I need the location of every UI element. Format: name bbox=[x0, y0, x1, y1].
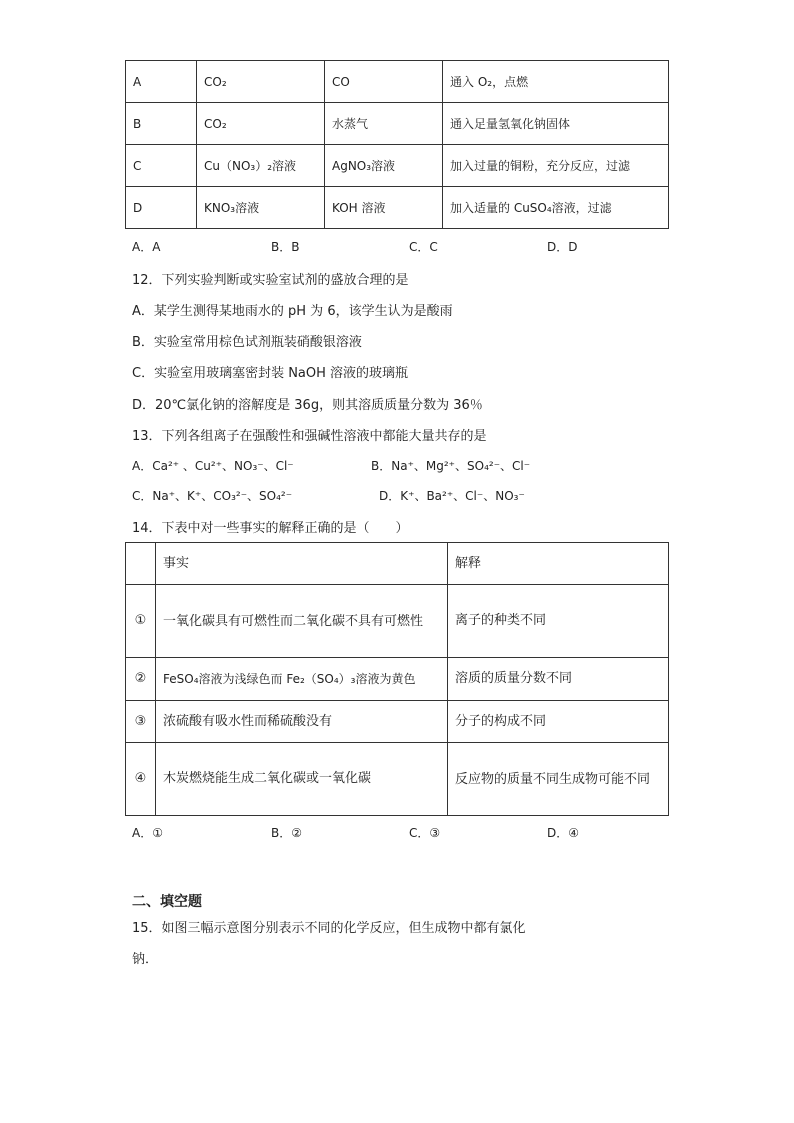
table-row bbox=[126, 187, 669, 229]
explain-cell: 溶质的质量分数不同 bbox=[448, 658, 669, 701]
q12-option-b: B．实验室常用棕色试剂瓶装硝酸银溶液 bbox=[132, 335, 362, 350]
q15-stem-line2: 钠． bbox=[132, 952, 159, 967]
table-row bbox=[126, 585, 669, 658]
q13-stem: 13．下列各组离子在强酸性和强碱性溶液中都能大量共存的是 bbox=[132, 429, 487, 444]
reagent-table bbox=[125, 60, 669, 229]
q13-option-d: D．K⁺、Ba²⁺、Cl⁻、NO₃⁻ bbox=[379, 489, 525, 503]
q12-stem: 12．下列实验判断或实验室试剂的盛放合理的是 bbox=[132, 273, 409, 288]
method-cell: 通入足量氢氧化钠固体 bbox=[443, 103, 669, 145]
q14-option-c: C．③ bbox=[409, 826, 441, 840]
row-label: C bbox=[126, 145, 197, 187]
impurity-cell: CO bbox=[325, 61, 443, 103]
q12-option-c: C．实验室用玻璃塞密封装 NaOH 溶液的玻璃瓶 bbox=[132, 366, 409, 381]
q13-option-b: B．Na⁺、Mg²⁺、SO₄²⁻、Cl⁻ bbox=[371, 459, 531, 473]
q12-option-d: D．20℃氯化钠的溶解度是 36g，则其溶质质量分数为 36％ bbox=[132, 398, 483, 413]
table-row bbox=[126, 103, 669, 145]
fact-explanation-table bbox=[125, 542, 669, 816]
explain-header: 解释 bbox=[448, 543, 669, 585]
q13-option-c: C．Na⁺、K⁺、CO₃²⁻、SO₄²⁻ bbox=[132, 489, 293, 503]
q11-option-b: B．B bbox=[271, 240, 300, 254]
impurity-cell: KOH 溶液 bbox=[325, 187, 443, 229]
q11-option-a: A．A bbox=[132, 240, 161, 254]
row-label: A bbox=[126, 61, 197, 103]
table-row bbox=[126, 701, 669, 743]
table-row bbox=[126, 743, 669, 816]
row-number: ③ bbox=[126, 701, 156, 743]
q11-option-d: D．D bbox=[547, 240, 578, 254]
q14-option-d: D．④ bbox=[547, 826, 579, 840]
fact-cell: 浓硫酸有吸水性而稀硫酸没有 bbox=[156, 701, 448, 743]
impurity-cell: 水蒸气 bbox=[325, 103, 443, 145]
method-cell: 加入适量的 CuSO₄溶液，过滤 bbox=[443, 187, 669, 229]
explain-cell: 反应物的质量不同生成物可能不同 bbox=[448, 743, 669, 816]
q13-option-a: A．Ca²⁺ 、Cu²⁺、NO₃⁻、Cl⁻ bbox=[132, 459, 294, 473]
q14-option-a: A．① bbox=[132, 826, 163, 840]
explain-cell: 离子的种类不同 bbox=[448, 585, 669, 658]
fact-cell: 木炭燃烧能生成二氧化碳或一氧化碳 bbox=[156, 743, 448, 816]
row-label: D bbox=[126, 187, 197, 229]
table-row bbox=[126, 145, 669, 187]
fact-cell: 一氧化碳具有可燃性而二氧化碳不具有可燃性 bbox=[156, 585, 448, 658]
substance-cell: CO₂ bbox=[197, 61, 325, 103]
q11-option-c: C．C bbox=[409, 240, 438, 254]
method-cell: 通入 O₂，点燃 bbox=[443, 61, 669, 103]
fact-cell: FeSO₄溶液为浅绿色而 Fe₂（SO₄）₃溶液为黄色 bbox=[156, 658, 448, 701]
substance-cell: CO₂ bbox=[197, 103, 325, 145]
explain-cell: 分子的构成不同 bbox=[448, 701, 669, 743]
q14-stem: 14．下表中对一些事实的解释正确的是（ ） bbox=[132, 521, 409, 536]
row-number: ④ bbox=[126, 743, 156, 816]
row-label: B bbox=[126, 103, 197, 145]
q12-option-a: A．某学生测得某地雨水的 pH 为 6，该学生认为是酸雨 bbox=[132, 304, 453, 319]
substance-cell: Cu（NO₃）₂溶液 bbox=[197, 145, 325, 187]
section-title: 二、填空题 bbox=[132, 894, 202, 910]
table-row bbox=[126, 61, 669, 103]
substance-cell: KNO₃溶液 bbox=[197, 187, 325, 229]
method-cell: 加入过量的铜粉，充分反应，过滤 bbox=[443, 145, 669, 187]
row-number: ① bbox=[126, 585, 156, 658]
q14-option-b: B．② bbox=[271, 826, 302, 840]
table-header-row bbox=[126, 543, 669, 585]
q15-stem-line1: 15．如图三幅示意图分别表示不同的化学反应，但生成物中都有氯化 bbox=[132, 921, 526, 936]
table-row bbox=[126, 658, 669, 701]
fact-header: 事实 bbox=[156, 543, 448, 585]
row-number: ② bbox=[126, 658, 156, 701]
impurity-cell: AgNO₃溶液 bbox=[325, 145, 443, 187]
